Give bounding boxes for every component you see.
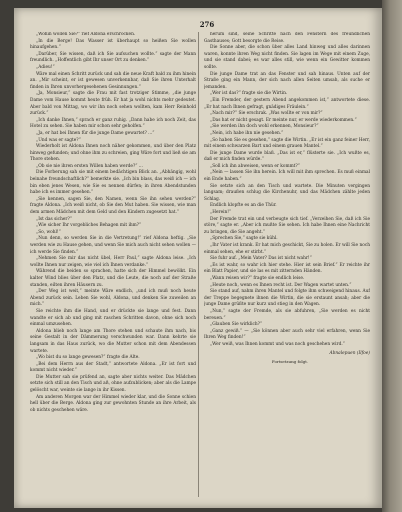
paragraph: „So, wohl!“ bbox=[36, 229, 61, 235]
author-signature: Abnalepuen (Ilfoe) bbox=[329, 350, 370, 356]
paragraph: Während die beiden so sprachen, hatte sich der Himmel bewölkt. Ein kalter Wind blies über den Platz, und die Leute, die noch auf der Straße standen, eilten ihren Häusern zu. bbox=[30, 269, 196, 288]
paragraph: „Das hat er nicht gesagt. Er meinte nur, er werde wiederkommen.“ bbox=[210, 117, 357, 123]
paragraph: Die Mutter sah sie prüfend an, sagte aber nichts weiter. Das Mädchen setzte sich still an den Tisch und aß, ohne aufzublicken; aber als die Lampe gelöscht war, weinte sie lange in ihr Kissen. bbox=[30, 374, 196, 394]
paragraph: „In die Berge! Das Wasser ist überhaupt so heißen Sie wollen hinaufgehen.“ bbox=[30, 38, 196, 51]
paragraph: „Nehmen Sie mir das nicht übel, Herr Paul,“ sagte Aldona leise. „Ich wollte Ihnen nur zeigen, wie viel ich Ihnen verdanke.“ bbox=[30, 256, 196, 268]
paragraph: „Ist das sicher?“ bbox=[36, 216, 72, 222]
paragraph: herum sind, seine Schritte nach den Fenstern des freundlichen Gasthauses; Gott besorgte die Reise. bbox=[204, 32, 370, 44]
paragraph: „Nun denn, so werden Sie in die Vertretung!“ rief Aldona heftig. „Sie werden wie zu Hause gehen, und wenn Sie mich auch nicht sehen wollen — ich werde Sie finden.“ bbox=[30, 236, 196, 255]
paragraph: Die junge Dame wurde blaß. „Das ist er,“ flüsterte sie. „Ich wußte es, daß er mich finden würde.“ bbox=[204, 150, 370, 163]
book-page bbox=[14, 8, 382, 508]
left-text-column bbox=[30, 32, 196, 500]
paragraph: Wiederholt ist Aldona Ihnen noch näher gekommen, und über den Platz hinweg gefunden; und ohne ihm zu schreien, ging Wäre fort und ließ sie am Thore stehen. bbox=[30, 144, 196, 163]
paragraph: „Ja, er hat bei Ihnen für die junge Dame gewartet? ...“ bbox=[36, 130, 155, 136]
paragraph: „Und was er sagte?“ bbox=[36, 137, 81, 143]
paragraph: „Adieu!“ bbox=[36, 64, 55, 70]
paragraph: „Ein Fremder, der gestern Abend angekommen ist,“ antwortete diese. „Er hat nach Ihnen gefragt, gnädiges Fräulein.“ bbox=[204, 97, 370, 110]
paragraph: „Sie kennen, sagen Sie, den Namen, wenn Sie ihn sehen werden?“ fragte Aldona. „Ich weiß nicht, ob Sie den Mut haben. Sie wissen, wie man dem armen Mädchen mit dem Geld und den Kindern zugesetzt hat.“ bbox=[30, 196, 196, 216]
paragraph: „Nach mir?“ Sie erschrak. „Was wollte er von mir?“ bbox=[210, 111, 323, 117]
paragraph: „Darüber, Sie wissen, daß ich Sie aufsuchen wollte.“ sagte der Mann freundlich. „Hoffentlich gibt Ihr unser Ort zu denken.“ bbox=[30, 51, 196, 64]
adjacent-page-edge bbox=[382, 0, 402, 512]
right-text-column bbox=[204, 32, 370, 500]
paragraph: „Ihr Vater ist krank. Er hat mich geschickt, Sie zu holen. Er will Sie noch einmal sehen, ehe er stirbt.“ bbox=[204, 243, 370, 255]
paragraph: Aldona blieb noch lange am Thore stehen und schaute ihm nach, bis seine Gestalt in der Dämmerung verschwunden war. Dann kehrte sie langsam in das Haus zurück, wo die Mutter schon mit dem Abendessen wartete. bbox=[30, 328, 196, 354]
paragraph: „Soll ich ihn abweisen, wenn er kommt?“ bbox=[210, 163, 300, 169]
paragraph: „Ganz gewiß.“ — „Sie können aber auch sehr viel erfahren, wenn Sie Ihren Weg finden!“ bbox=[204, 328, 370, 341]
paragraph: Sie reichte ihm die Hand, und er drückte sie lange und fest. Dann wandte er sich ab und ging mit raschen Schritten davon, ohne sich noch einmal umzusehen. bbox=[30, 308, 196, 328]
column-divider bbox=[198, 32, 199, 497]
paragraph: Der Fremde trat ein und verbeugte sich tief. „Verzeihen Sie, daß ich Sie störe,“ sagte er. „Aber ich mußte Sie sehen. Ich habe Ihnen eine Nachricht zu bringen, die Sie angeht.“ bbox=[204, 216, 370, 235]
paragraph: Die Sonne aber, die schon über alles Land hinweg und alles darinnen waren, konnte ihren Weg nicht finden. Sie lagen im Wege mit einem Zuge, und sie stand dabei; es war alles still, wie wenn ein Gewitter kommen sollte. bbox=[204, 45, 370, 70]
paragraph: Sie fuhr auf. „Mein Vater? Das ist nicht wahr!“ bbox=[210, 256, 312, 262]
paragraph: „Nun,“ sagte der Fremde, als sie abfuhren, „Sie werden es nicht bereuen.“ bbox=[204, 308, 370, 321]
paragraph: „Sie werden ihn doch wohl erkennen, Monsieur?“ bbox=[210, 124, 319, 130]
page-number: 276 bbox=[199, 20, 215, 29]
paragraph: Sie setzte sich an den Tisch und wartete. Die Minuten vergingen langsam; draußen schlug die Kirchenuhr, und das Mädchen zählte jeden Schlag. bbox=[204, 183, 370, 202]
paragraph: „Wie sicher Ihr vorgebliches Behagen mit ihm?“ bbox=[36, 223, 142, 229]
paragraph: „Ja, Monsieur,“ sagte die Frau mit fast trotziger Stimme, „die junge Dame vom Hause kommt heute früh. Er hat ja wohl nichts mehr gedeutet. Aber bald von Mittag, wo wir ihn noch sehen wollten, kam Herr Reinhold zurück.“ bbox=[30, 91, 196, 117]
paragraph: „Heute noch, wenn es Ihnen recht ist. Der Wagen wartet unten.“ bbox=[210, 282, 352, 288]
paragraph: „Der Weg ist weit,“ meinte Wäre endlich, „und ich muß noch heute Abend zurück sein. Leben Sie wohl, Aldona, und denken Sie zuweilen an mich.“ bbox=[30, 289, 196, 308]
paragraph: Die junge Dame trat an das Fenster und sah hinaus. Unten auf der Straße ging ein Mann, der sich nach allen Seiten umsah, als suche er jemanden. bbox=[204, 71, 370, 90]
paragraph: Wäre mal einen Schritt zurück und sah die neue Kraft bald zu ihm hinein an. „Mir scheint, er ist gewesen unverkennbar, daß Sie ihren Unterhalt finden in Ihren unvorhergesehenen Gesinnungen.“ bbox=[30, 71, 196, 90]
paragraph: „Wohin wollen Sie?“ rief Aldona erschrocken. bbox=[36, 32, 136, 37]
paragraph: „Bei dem Herrn aus der Stadt,“ antwortete Aldona. „Er ist fort und kommt nicht wieder.“ bbox=[30, 361, 196, 374]
paragraph: „Nein — lassen Sie ihn herein. Ich will mit ihm sprechen. Es muß einmal ein Ende haben.“ bbox=[204, 170, 370, 183]
paragraph: Endlich klopfte es an die Thür. bbox=[210, 203, 277, 209]
paragraph: „Wer ist das?“ fragte sie die Wirtin. bbox=[210, 91, 288, 97]
paragraph: Sie stand auf, nahm ihren Mantel und folgte ihm schweigend hinaus. Auf der Treppe begegnete ihnen die Wirtin, die sie erstaunt ansah; aber die junge Dame grüßte nur kurz und stieg in den Wagen. bbox=[204, 289, 370, 308]
paragraph: Am anderen Morgen war der Himmel wieder klar, und die Sonne schien hell über die Berge. Aldona ging zur gewohnten Stunde an ihre Arbeit, als ob nichts geschehen wäre. bbox=[30, 394, 196, 413]
paragraph: „Herein!“ bbox=[210, 210, 232, 216]
paragraph: „Glauben Sie wirklich?“ bbox=[210, 322, 263, 328]
paragraph: „Ob sie nie ihren ersten Willen haben werde?“ ... bbox=[36, 163, 143, 169]
paragraph: „Wann reisen wir?“ fragte sie endlich leise. bbox=[210, 275, 305, 281]
paragraph: Die Forberung sah sie mit einem bedächtigen Blick an. „Abhängig, wohl beinahe freundschaftlich?“ bemerkte sie. „Ich bin blass, das weiß ich — ich bin eben jenes Wesen, wie Sie es nennen dürfen; in ihren Abendstunden habe ich es immer gesehen.“ bbox=[30, 170, 196, 196]
paragraph: „Nein, ich habe ihn nie gesehen.“ bbox=[210, 130, 284, 136]
paragraph: „Ich danke Ihnen,“ sprach er ganz ruhig. „Dann habe ich noch Zeit, das Hotel zu sehen. Sie haben mir schon sehr geholfen.“ bbox=[30, 117, 196, 130]
paragraph: „So haben Sie es gesehen,“ sagte die Wirtin. „Er ist ein ganz feiner Herr, mit einem schwarzen Bart und einem grauen Mantel.“ bbox=[204, 137, 370, 150]
paragraph: „Es ist wahr, so wahr ich hier stehe. Hier ist sein Brief.“ Er reichte ihr ein Blatt Papier, und sie las es mit zitternden Händen. bbox=[204, 262, 370, 275]
paragraph: „Wo bist du so lange gewesen?“ fragte die Alte. bbox=[36, 355, 140, 361]
paragraph: „Wer weiß, was Ihnen kommt und was noch geschehen wird.“ bbox=[210, 341, 345, 347]
continuation-note: Fortsetzung folgt. bbox=[271, 359, 309, 365]
paragraph: „Sprechen Sie,“ sagte sie kühl. bbox=[210, 236, 278, 242]
